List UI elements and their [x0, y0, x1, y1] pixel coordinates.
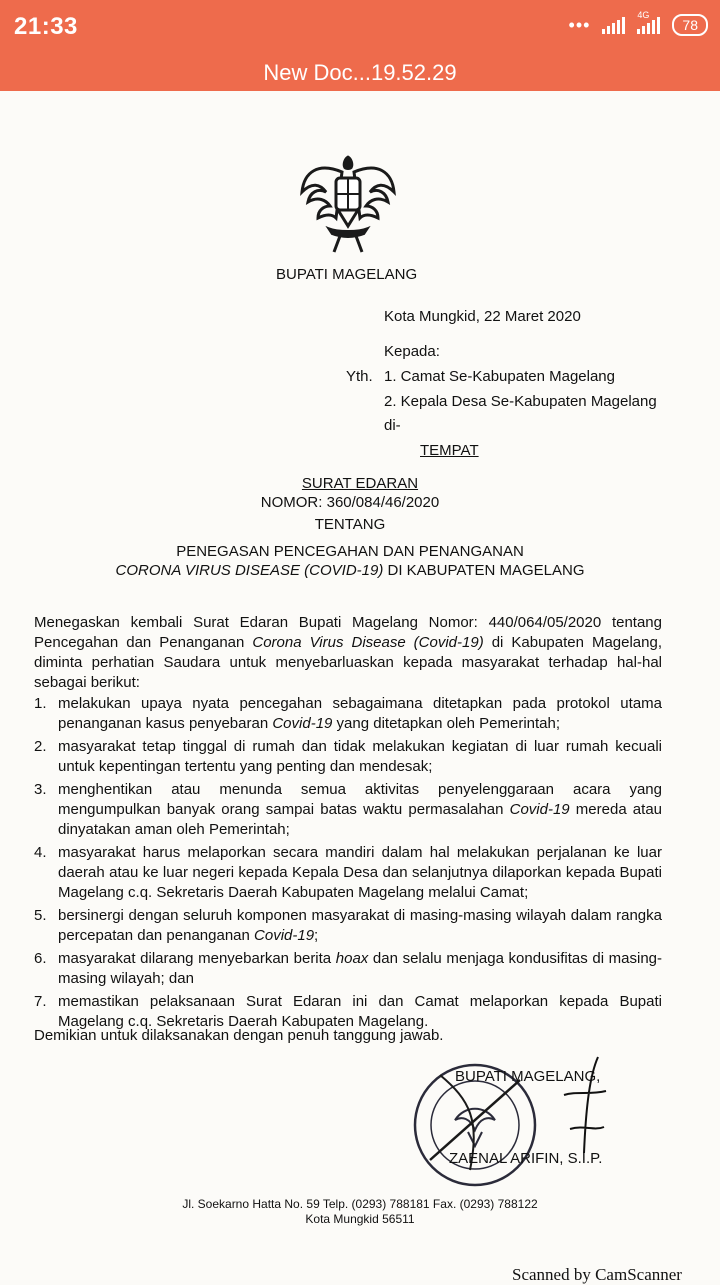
signatory-title: BUPATI MAGELANG,	[455, 1068, 601, 1085]
intro-text-italic: Corona Virus Disease (Covid-19)	[252, 634, 484, 651]
list-item	[34, 694, 662, 734]
tempat-label: TEMPAT	[420, 442, 479, 459]
yth-label: Yth.	[346, 368, 373, 385]
place-date: Kota Mungkid, 22 Maret 2020	[384, 308, 581, 325]
doc-type: SURAT EDARAN	[301, 475, 419, 492]
list-item-number: 7.	[34, 993, 47, 1010]
list-item-text: bersinergi dengan seluruh komponen masyarakat di masing-masing wilayah dalam rangka percepatan dan penanganan Covid-19;	[58, 907, 662, 944]
list-item-number: 6.	[34, 950, 47, 967]
intro-text-b: di Kabupaten Magelang, diminta perhatian Saudara untuk menyebarluaskan kepada masyarakat terhadap hal-hal sebagai berikut:	[34, 634, 663, 691]
list-item-number: 1.	[34, 695, 47, 712]
wifi-signal-icon	[602, 16, 625, 34]
status-time: 21:33	[14, 13, 78, 40]
recipient-1: 1. Camat Se-Kabupaten Magelang	[384, 368, 615, 385]
list-item-number: 4.	[34, 844, 47, 861]
list-item	[34, 949, 662, 989]
subject-italic: CORONA VIRUS DISEASE (COVID-19)	[115, 562, 384, 579]
document-title[interactable]: New Doc...19.52.29	[263, 60, 457, 85]
subject-line-1: PENEGASAN PENCEGAHAN DAN PENANGANAN	[176, 543, 524, 560]
di-label: di-	[384, 417, 401, 434]
cell-signal-icon	[637, 10, 660, 34]
footer-city: Kota Mungkid 56511	[305, 1212, 415, 1226]
list-item-text: masyarakat tetap tinggal di rumah dan tidak melakukan kegiatan di luar rumah kecuali untuk kepentingan tertentu yang penting dan mendesak;	[58, 738, 662, 775]
scanner-watermark: Scanned by CamScanner	[512, 1265, 682, 1284]
battery-indicator: 78	[672, 14, 708, 36]
list-item-text: masyarakat dilarang menyebarkan berita hoax dan selalu menjaga kondusifitas di masing-masing wilayah; dan	[58, 950, 663, 987]
list-item	[34, 843, 662, 903]
list-item	[34, 906, 662, 946]
handwritten-signature-icon	[560, 1055, 610, 1155]
status-icons	[568, 10, 708, 36]
notification-dots-icon: •••	[568, 14, 591, 35]
list-item	[34, 992, 662, 1032]
list-item-text: melakukan upaya nyata pencegahan sebagaimana ditetapkan pada protokol utama penanganan kasus penyebaran Covid-19 yang ditetapkan oleh Pemerintah;	[58, 695, 662, 732]
list-item-text: masyarakat harus melaporkan secara mandiri dalam hal melakukan perjalanan ke luar daerah atau ke luar negeri kepada Kepala Desa dan selanjutnya dilaporkan kepada Bupati Magelang c.q. Sekretaris Daerah Kabupaten Magelang melalui Camat;	[58, 844, 662, 901]
subject-line-2	[0, 562, 700, 579]
list-item-number: 2.	[34, 738, 47, 755]
kepada-label: Kepada:	[384, 343, 440, 360]
list-item-text: memastikan pelaksanaan Surat Edaran ini dan Camat melaporkan kepada Bupati Magelang c.q. Sekretaris Daerah Kabupaten Magelang.	[58, 993, 662, 1030]
closing-text: Demikian untuk dilaksanakan dengan penuh tanggung jawab.	[34, 1027, 444, 1044]
intro-paragraph	[34, 613, 662, 693]
signatory-name: ZAENAL ARIFIN, S.I.P.	[449, 1150, 603, 1167]
recipient-2: 2. Kepala Desa Se-Kabupaten Magelang	[384, 393, 657, 410]
app-header	[0, 0, 720, 91]
doc-number: NOMOR: 360/084/46/2020	[260, 494, 440, 511]
list-item-number: 5.	[34, 907, 47, 924]
list-item	[34, 737, 662, 777]
garuda-emblem-icon	[298, 152, 398, 260]
footer-address: Jl. Soekarno Hatta No. 59 Telp. (0293) 788181 Fax. (0293) 788122	[182, 1197, 538, 1211]
list-item-text: menghentikan atau menunda semua aktivitas penyelenggaraan acara yang mengumpulkan banyak orang sampai batas waktu permasalahan Covid-19 mereda atau dinyatakan aman oleh Pemerintah;	[58, 781, 663, 838]
network-type: 4G	[637, 10, 650, 20]
tentang-heading: TENTANG	[314, 516, 386, 533]
letterhead-org: BUPATI MAGELANG	[276, 266, 418, 283]
subject-rest: DI KABUPATEN MAGELANG	[383, 562, 585, 579]
intro-text-a: Menegaskan kembali Surat Edaran Bupati Magelang Nomor: 440/064/05/2020 tentang Pencegahan dan Penanganan	[34, 614, 662, 651]
list-item-number: 3.	[34, 781, 47, 798]
list-item	[34, 780, 662, 840]
instruction-list	[34, 694, 662, 1035]
